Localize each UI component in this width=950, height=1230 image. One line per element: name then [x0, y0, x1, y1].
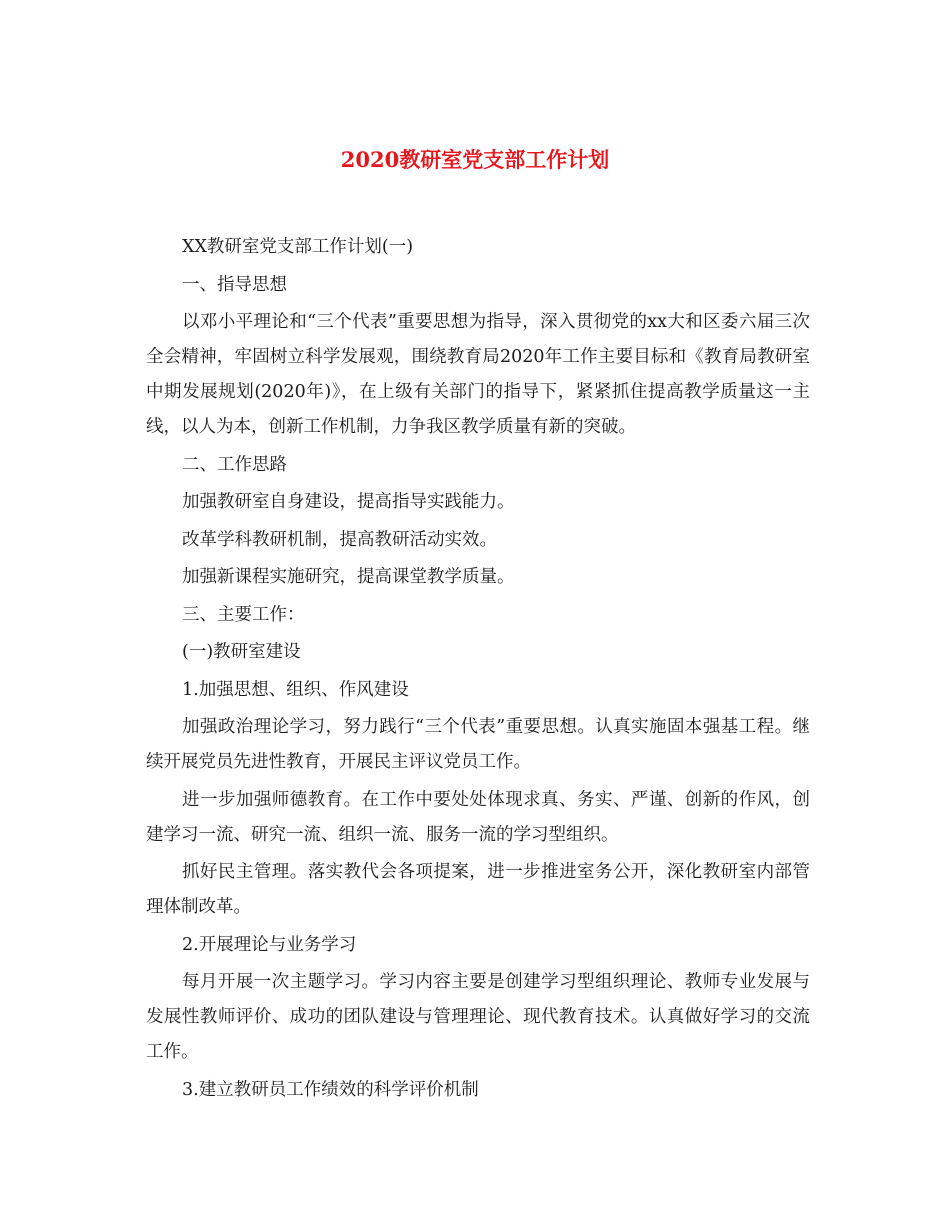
body-paragraph: 以邓小平理论和“三个代表”重要思想为指导，深入贯彻党的xx大和区委六届三次全会精神，牢固树立科学发展观，围绕教育局2020年工作主要目标和《教育局教研室中期发展规划(2020年)》，在上级有关部门的指导下，紧紧抓住提高教学质量这一主线，以人为本，创新工作机制，力争我区教学质量有新的突破。	[146, 312, 810, 437]
item-heading: 3.建立教研员工作绩效的科学评价机制	[182, 1079, 479, 1100]
body-paragraph: 加强政治理论学习，努力践行“三个代表”重要思想。认真实施固本强基工程。继续开展党员先进性教育，开展民主评议党员工作。	[146, 717, 810, 772]
section-heading: XX教研室党支部工作计划(一)	[182, 237, 414, 257]
body-paragraph: 改革学科教研机制，提高教研活动实效。	[182, 529, 497, 550]
body-paragraph: 加强教研室自身建设，提高指导实践能力。	[182, 492, 515, 512]
subsection-heading: (一)教研室建设	[182, 642, 301, 662]
document-title: 2020教研室党支部工作计划	[340, 147, 610, 172]
document-body	[146, 230, 810, 1110]
item-heading: 1.加强思想、组织、作风建设	[182, 679, 409, 700]
item-heading: 2.开展理论与业务学习	[182, 934, 357, 955]
body-paragraph: 加强新课程实施研究，提高课堂教学质量。	[182, 567, 515, 587]
section-heading: 二、工作思路	[182, 454, 287, 475]
body-paragraph: 每月开展一次主题学习。学习内容主要是创建学习型组织理论、教师专业发展与发展性教师评价、成功的团队建设与管理理论、现代教育技术。认真做好学习的交流工作。	[146, 972, 810, 1062]
body-paragraph: 进一步加强师德教育。在工作中要处处体现求真、务实、严谨、创新的作风，创建学习一流、研究一流、组织一流、服务一流的学习型组织。	[146, 789, 810, 845]
body-paragraph: 抓好民主管理。落实教代会各项提案，进一步推进室务公开，深化教研室内部管理体制改革。	[146, 862, 810, 917]
section-heading: 三、主要工作：	[182, 604, 305, 625]
section-heading: 一、指导思想	[182, 274, 287, 295]
